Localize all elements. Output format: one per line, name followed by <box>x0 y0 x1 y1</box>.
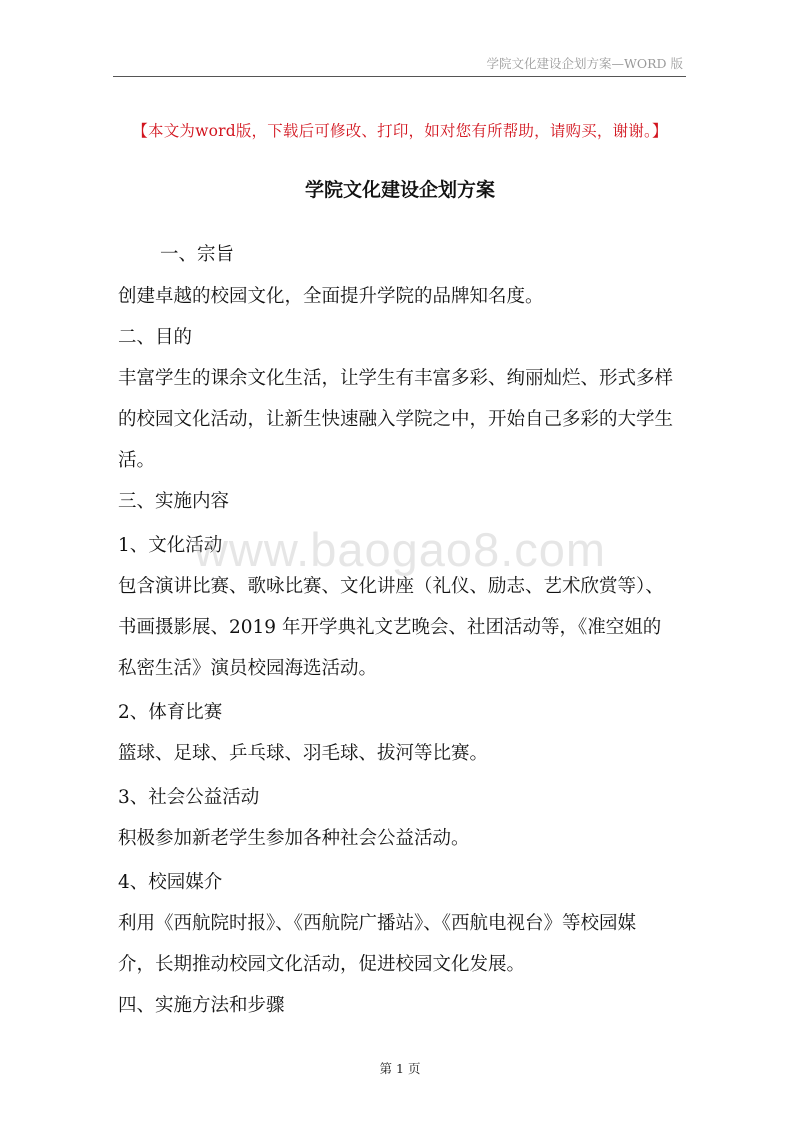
paragraph: 的校园文化活动，让新生快速融入学院之中，开始自己多彩的大学生 <box>118 409 674 430</box>
document-title: 学院文化建设企划方案 <box>304 179 495 201</box>
paragraph: 书画摄影展、2019 年开学典礼文艺晚会、社团活动等，《准空姐的 <box>118 617 662 638</box>
paragraph: 利用《西航院时报》、《西航院广播站》、《西航电视台》等校园媒 <box>118 913 637 934</box>
section-heading-methods: 四、实施方法和步骤 <box>118 995 285 1016</box>
running-header: 学院文化建设企划方案—WORD 版 <box>486 56 683 71</box>
section-heading-content: 三、实施内容 <box>118 491 230 512</box>
watermark: www.baogao8.com <box>193 523 607 576</box>
subheading-public-welfare: 3、社会公益活动 <box>118 787 260 808</box>
subheading-sports: 2、体育比赛 <box>118 702 223 723</box>
paragraph: 活。 <box>118 450 156 471</box>
download-notice: 【本文为word版，下载后可修改、打印，如对您有所帮助，请购买，谢谢。】 <box>132 122 668 140</box>
header-divider <box>113 76 686 77</box>
section-heading-purpose: 一、宗旨 <box>160 244 235 265</box>
paragraph: 私密生活》演员校园海选活动。 <box>118 658 378 679</box>
page-number: 第 1 页 <box>379 1061 421 1076</box>
subheading-cultural-activities: 1、文化活动 <box>118 535 223 556</box>
subheading-campus-media: 4、校园媒介 <box>118 872 223 893</box>
paragraph: 介，长期推动校园文化活动，促进校园文化发展。 <box>118 954 526 975</box>
section-heading-goal: 二、目的 <box>118 327 193 348</box>
paragraph: 篮球、足球、乒乓球、羽毛球、拔河等比赛。 <box>118 743 489 764</box>
paragraph: 丰富学生的课余文化生活，让学生有丰富多彩、绚丽灿烂、形式多样 <box>118 368 674 389</box>
paragraph: 创建卓越的校园文化，全面提升学院的品牌知名度。 <box>118 286 544 307</box>
paragraph: 包含演讲比赛、歌咏比赛、文化讲座（礼仪、励志、艺术欣赏等）、 <box>118 576 664 597</box>
paragraph: 积极参加新老学生参加各种社会公益活动。 <box>118 828 470 849</box>
